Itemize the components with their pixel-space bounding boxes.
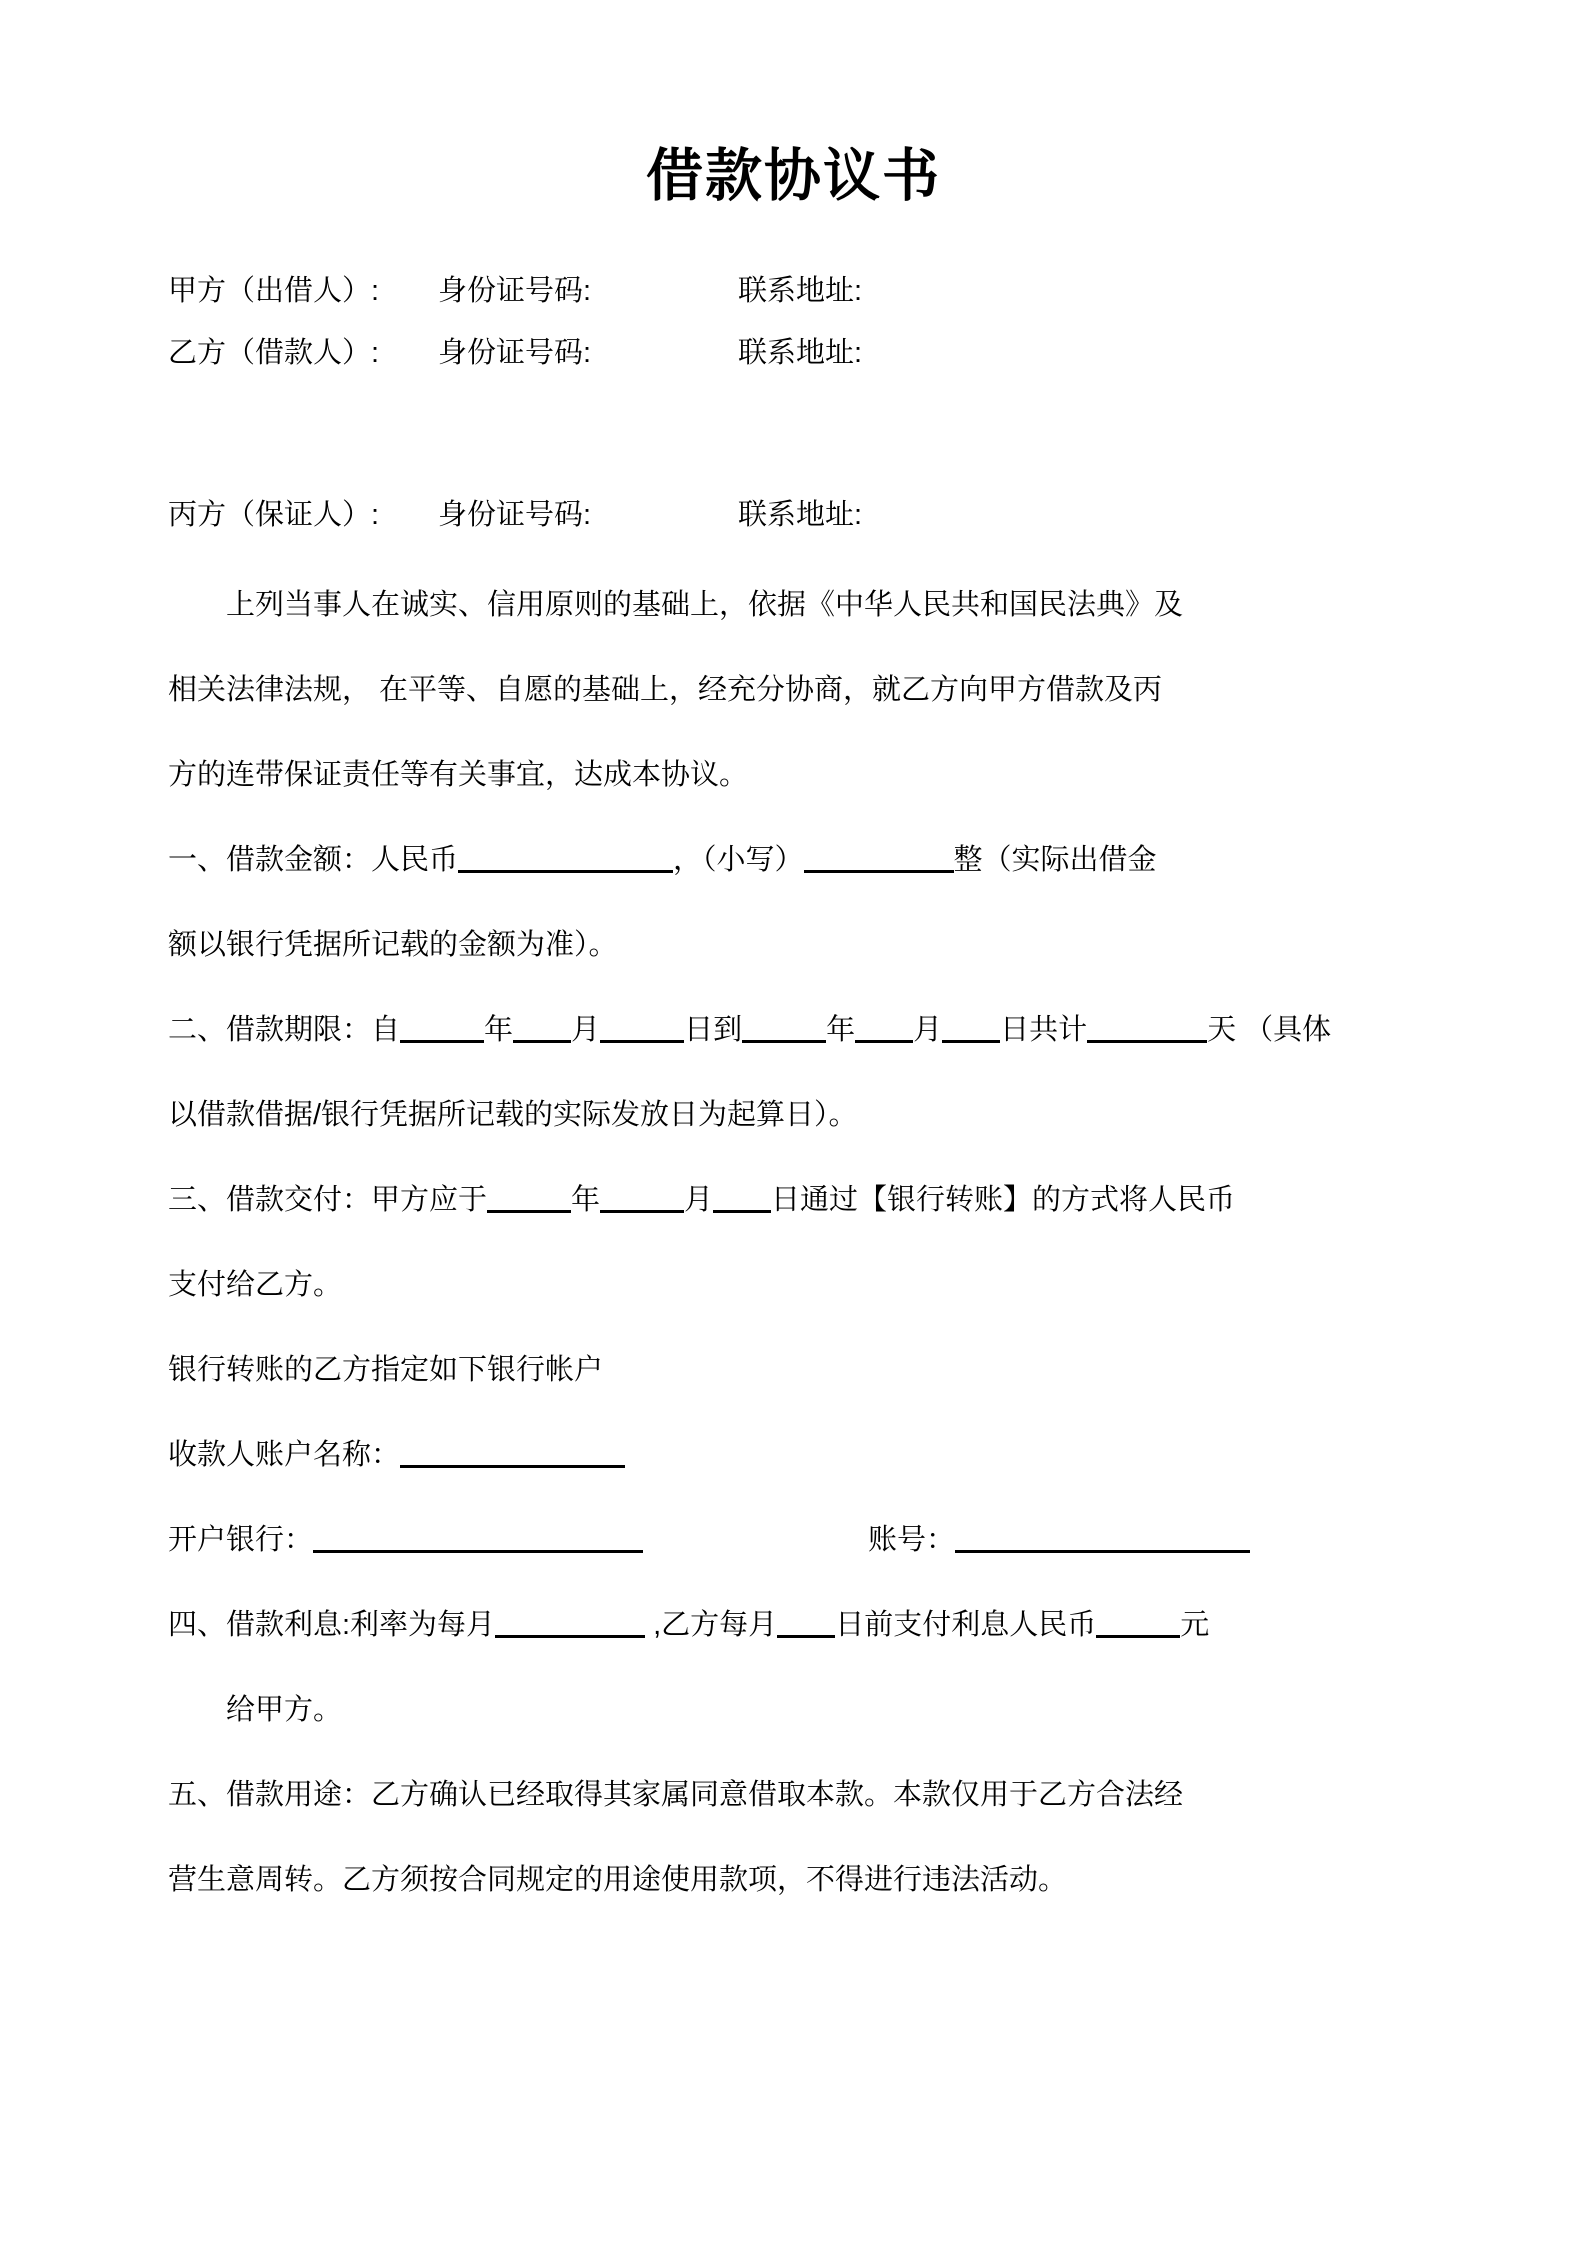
guarantor-role-label: 丙方（保证人）: <box>168 499 380 531</box>
article-three-delivery <box>168 1158 1419 1243</box>
delivery-day-blank[interactable] <box>713 1186 771 1213</box>
monthly-interest-rate-blank[interactable] <box>495 1611 645 1638</box>
payee-account-name-label: 收款人账户名称： <box>168 1439 401 1471</box>
article-five-line-1: 五、借款用途：乙方确认已经取得其家属同意借取本款。本款仅用于乙方合法经 <box>168 1779 1184 1811</box>
party-information-block <box>168 277 1419 563</box>
delivery-month-blank[interactable] <box>600 1186 684 1213</box>
article-two-continuation: 以借款借据/银行凭据所记载的实际发放日为起算日）。 <box>168 1099 858 1131</box>
article-one-continuation: 额以银行凭据所记载的金额为准）。 <box>168 929 618 961</box>
article-two-suffix: 天 （具体 <box>1207 1014 1332 1046</box>
article-two-term <box>168 988 1419 1073</box>
interest-amount-blank[interactable] <box>1096 1611 1180 1638</box>
delivery-year-blank[interactable] <box>487 1186 571 1213</box>
preamble-line-2: 相关法律法规， 在平等、自愿的基础上，经充分协商，就乙方向甲方借款及丙 <box>168 674 1163 706</box>
term-start-month-unit: 月 <box>571 1014 601 1046</box>
article-five-line-2: 营生意周转。乙方须按合同规定的用途使用款项，不得进行违法活动。 <box>168 1864 1068 1896</box>
term-to: 日到 <box>684 1014 743 1046</box>
bank-name-blank[interactable] <box>313 1526 643 1553</box>
term-end-month-blank[interactable] <box>855 1016 913 1043</box>
article-three-continuation: 支付给乙方。 <box>168 1269 343 1301</box>
bank-details-line <box>168 1498 1419 1583</box>
article-three-suffix: 日通过【银行转账】的方式将人民币 <box>771 1184 1236 1216</box>
loan-amount-words-blank[interactable] <box>458 846 673 873</box>
article-four-continuation: 给甲方。 <box>226 1694 343 1726</box>
preamble-line-3: 方的连带保证责任等有关事宜，达成本协议。 <box>168 759 749 791</box>
article-two-label: 二、借款期限： <box>168 1014 372 1046</box>
article-four-label: 四、借款利息:利率为每月 <box>168 1609 496 1641</box>
lender-address-label: 联系地址: <box>738 275 863 307</box>
term-end-day-blank[interactable] <box>942 1016 1000 1043</box>
term-end-month-unit: 月 <box>913 1014 943 1046</box>
article-four-interest <box>168 1583 1419 1668</box>
article-two-from: 自 <box>371 1014 401 1046</box>
article-four-unit: 元 <box>1180 1609 1210 1641</box>
term-start-month-blank[interactable] <box>513 1016 571 1043</box>
party-row-guarantor <box>168 501 1419 563</box>
article-four-mid: ,乙方每月 <box>645 1609 778 1641</box>
bank-transfer-intro: 银行转账的乙方指定如下银行帐户 <box>168 1354 604 1386</box>
account-number-label: 账号： <box>868 1524 956 1556</box>
interest-payment-day-blank[interactable] <box>777 1611 835 1638</box>
guarantor-address-label: 联系地址: <box>738 499 863 531</box>
preamble-line-1: 上列当事人在诚实、信用原则的基础上，依据《中华人民共和国民法典》及 <box>226 589 1184 621</box>
article-one-prefix: 一、借款金额：人民币 <box>168 844 459 876</box>
party-row-lender <box>168 277 1419 339</box>
account-number-blank[interactable] <box>955 1526 1250 1553</box>
article-four-mid2: 日前支付利息人民币 <box>835 1609 1097 1641</box>
guarantor-id-label: 身份证号码: <box>438 499 592 531</box>
bank-name-group <box>168 1498 868 1583</box>
delivery-year-unit: 年 <box>571 1184 601 1216</box>
term-start-day-blank[interactable] <box>600 1016 684 1043</box>
term-total-days-blank[interactable] <box>1087 1016 1207 1043</box>
borrower-address-label: 联系地址: <box>738 337 863 369</box>
payee-account-name-blank[interactable] <box>400 1441 625 1468</box>
account-number-group <box>868 1498 1419 1583</box>
term-end-year-unit: 年 <box>826 1014 856 1046</box>
article-one-mid: ，（小写） <box>673 844 804 876</box>
term-start-year-unit: 年 <box>484 1014 514 1046</box>
payee-account-name-line <box>168 1413 1419 1498</box>
party-row-borrower <box>168 339 1419 401</box>
article-one-suffix: 整（实际出借金 <box>953 844 1157 876</box>
borrower-role-label: 乙方（借款人）: <box>168 337 380 369</box>
loan-amount-figures-blank[interactable] <box>804 846 954 873</box>
bank-name-label: 开户银行： <box>168 1524 314 1556</box>
borrower-id-label: 身份证号码: <box>438 337 592 369</box>
term-start-year-blank[interactable] <box>400 1016 484 1043</box>
lender-role-label: 甲方（出借人）: <box>168 275 380 307</box>
term-total: 日共计 <box>1000 1014 1088 1046</box>
article-three-label: 三、借款交付：甲方应于 <box>168 1184 488 1216</box>
delivery-month-unit: 月 <box>684 1184 714 1216</box>
term-end-year-blank[interactable] <box>742 1016 826 1043</box>
lender-id-label: 身份证号码: <box>438 275 592 307</box>
page-title: 借款协议书 <box>646 145 941 208</box>
article-one-amount <box>168 818 1419 903</box>
